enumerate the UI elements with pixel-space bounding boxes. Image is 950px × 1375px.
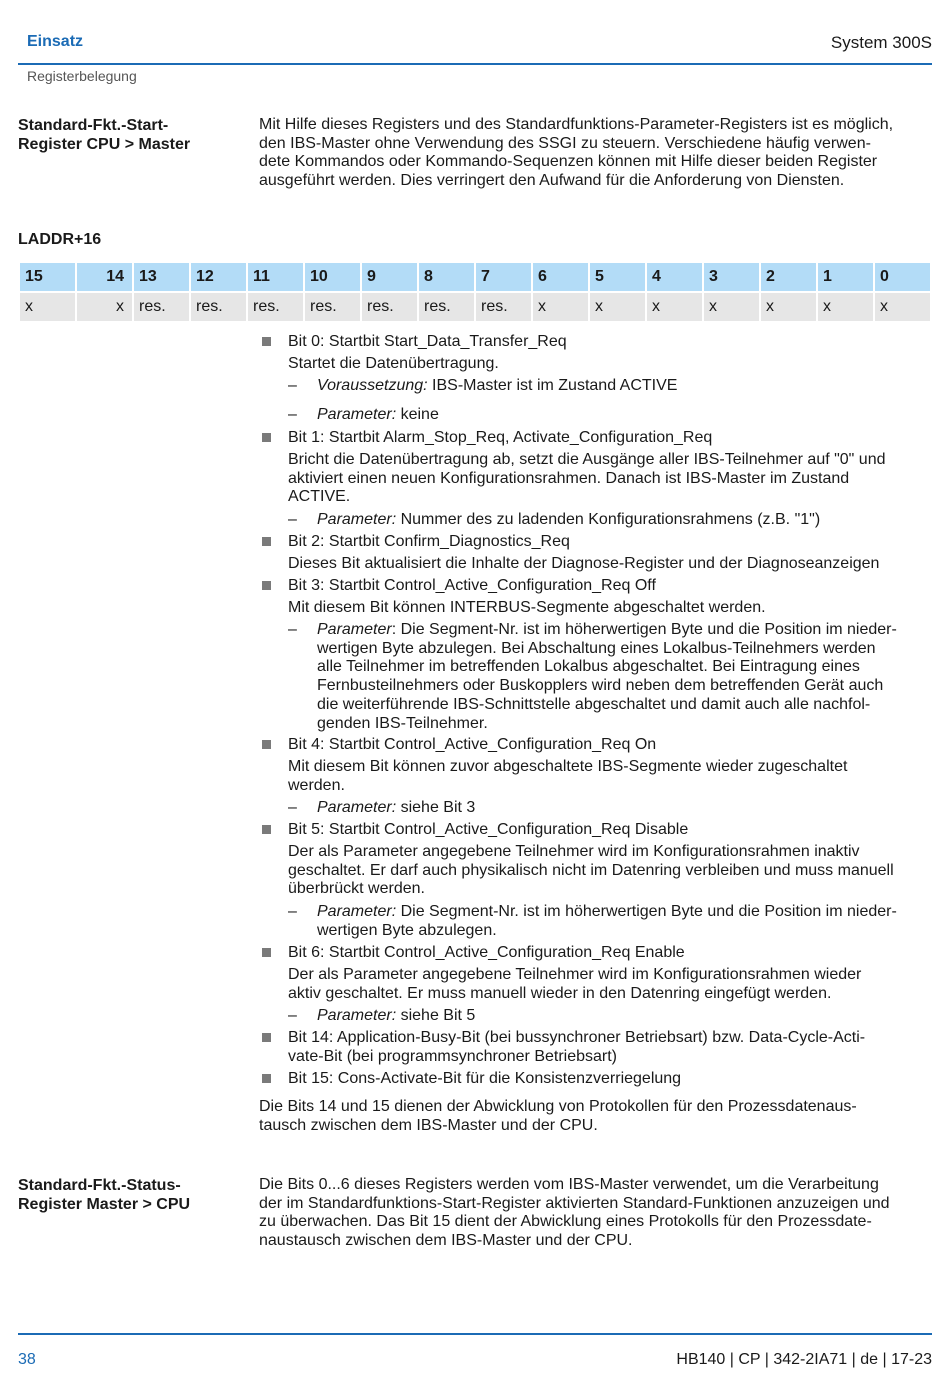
- dash-icon: –: [288, 377, 297, 394]
- page-number: 38: [18, 1351, 36, 1368]
- bit-number-cell: 6: [533, 263, 588, 291]
- section2-heading-line2: Register Master > CPU: [18, 1196, 191, 1213]
- description-line: werden.: [288, 776, 345, 794]
- bit-value-cell: res.: [191, 293, 246, 321]
- bit-description: [288, 451, 886, 507]
- description-line: Der als Parameter angegebene Teilnehmer wird im Konfigurationsrahmen inaktiv: [288, 843, 860, 860]
- sub-text: Die Segment-Nr. ist im höherwertigen Byte und die Position im nieder-: [396, 903, 897, 920]
- section2-heading: [18, 1176, 238, 1214]
- description-line: ACTIVE.: [288, 488, 351, 506]
- bit-title: Bit 5: Startbit Control_Active_Configuration_Req Disable: [288, 821, 689, 838]
- paragraph-line: der im Standardfunktions-Start-Register aktivierten Standard-Funktionen anzuzeigen und: [259, 1194, 890, 1212]
- bit-description: [288, 843, 894, 899]
- sub-text: siehe Bit 3: [396, 799, 476, 816]
- sub-text: : Die Segment-Nr. ist im höherwertigen Byte und die Position im nieder-: [391, 621, 897, 638]
- bit-number-cell: 11: [248, 263, 303, 291]
- bit-value-cell: x: [647, 293, 702, 321]
- bit-number-cell: 2: [761, 263, 816, 291]
- footer-divider: [18, 1333, 932, 1335]
- bit-description: [288, 355, 499, 374]
- dash-icon: –: [288, 621, 297, 638]
- bit-title: Bit 0: Startbit Start_Data_Transfer_Req: [288, 333, 567, 350]
- bit-sub-item: [317, 903, 897, 940]
- header-divider: [18, 63, 932, 65]
- sub-text-line: genden IBS-Teilnehmer.: [317, 714, 488, 732]
- description-line: geschaltet. Er darf auch physikalisch nicht im Datenring verbleiben und muss manuell: [288, 861, 894, 879]
- bit-sub-item: [317, 1007, 475, 1026]
- paragraph-line: zu überwachen. Das Bit 15 dient der Abwicklung eines Protokolls für den Prozessdate-: [259, 1213, 872, 1231]
- bullet-square-icon: [262, 740, 271, 749]
- paragraph-line: Die Bits 0...6 dieses Registers werden vom IBS-Master verwendet, um die Verarbeitung: [259, 1176, 879, 1193]
- bit-sub-item: [317, 799, 475, 818]
- closing-paragraph: [259, 1098, 933, 1135]
- sub-text: keine: [396, 406, 439, 423]
- sub-text-line: alle Teilnehmer im betreffenden Lokalbus abgeschaltet. Bei Eintragung eines: [317, 658, 860, 676]
- description-line: Mit diesem Bit können INTERBUS-Segmente abgeschaltet werden.: [288, 599, 766, 616]
- bit-number-cell: 12: [191, 263, 246, 291]
- sub-text-line: Fernbusteilnehmers oder Buskopplers wird neben dem betreffenden Gerät auch: [317, 677, 884, 695]
- bit-number-cell: 8: [419, 263, 474, 291]
- bullet-square-icon: [262, 581, 271, 590]
- bit-value-row: [20, 293, 930, 321]
- dash-icon: –: [288, 799, 297, 816]
- bullet-square-icon: [262, 433, 271, 442]
- bit-description: [288, 966, 861, 1003]
- sub-key: Parameter:: [317, 1007, 397, 1024]
- bit-value-cell: x: [761, 293, 816, 321]
- bit-value-cell: res.: [134, 293, 189, 321]
- bit-number-cell: 15: [20, 263, 75, 291]
- description-line: Der als Parameter angegebene Teilnehmer wird im Konfigurationsrahmen wieder: [288, 966, 862, 983]
- description-line: Startet die Datenübertragung.: [288, 355, 499, 372]
- description-line: Bricht die Datenübertragung ab, setzt die Ausgänge aller IBS-Teilnehmer auf "0" und: [288, 451, 886, 468]
- bit-value-cell: res.: [419, 293, 474, 321]
- bit-title: Bit 6: Startbit Control_Active_Configuration_Req Enable: [288, 944, 685, 961]
- bit-title: Bit 2: Startbit Confirm_Diagnostics_Req: [288, 533, 570, 550]
- section1-heading: [18, 116, 238, 154]
- sub-key: Parameter: [317, 621, 392, 638]
- description-line: Dieses Bit aktualisiert die Inhalte der Diagnose-Register und der Diagnoseanzeigen: [288, 555, 880, 572]
- bit-value-cell: x: [818, 293, 873, 321]
- bit-value-cell: res.: [362, 293, 417, 321]
- paragraph-line: Die Bits 14 und 15 dienen der Abwicklung von Protokollen für den Prozessdatenaus-: [259, 1098, 857, 1115]
- dash-icon: –: [288, 903, 297, 920]
- bit-title: Bit 15: Cons-Activate-Bit für die Konsistenzverriegelung: [288, 1070, 682, 1087]
- bullet-square-icon: [262, 825, 271, 834]
- bit-number-cell: 3: [704, 263, 759, 291]
- bit-sub-item: [317, 511, 820, 530]
- paragraph-line: den IBS-Master ohne Verwendung des SSGI zu steuern. Verschiedene häufig verwen-: [259, 134, 871, 152]
- bit-title: Bit 4: Startbit Control_Active_Configuration_Req On: [288, 736, 657, 753]
- bit-title: [288, 1029, 865, 1066]
- bit-value-cell: res.: [476, 293, 531, 321]
- bullet-square-icon: [262, 1033, 271, 1042]
- section-breadcrumb: Registerbelegung: [27, 68, 137, 84]
- bullet-square-icon: [262, 948, 271, 957]
- title-line: vate-Bit (bei programmsynchroner Betriebsart): [288, 1047, 618, 1065]
- bit-title: Bit 1: Startbit Alarm_Stop_Req, Activate_Configuration_Req: [288, 429, 713, 446]
- sub-text: Nummer des zu ladenden Konfigurationsrahmens (z.B. "1"): [396, 511, 821, 528]
- paragraph-line: dete Kommandos oder Kommando-Sequenzen können mit Hilfe dieser beiden Register: [259, 153, 878, 171]
- sub-key: Parameter:: [317, 406, 397, 423]
- section1-paragraph: [259, 116, 933, 191]
- bit-number-cell: 4: [647, 263, 702, 291]
- bit-number-cell: 9: [362, 263, 417, 291]
- description-line: überbrückt werden.: [288, 880, 425, 898]
- bit-value-cell: x: [20, 293, 75, 321]
- description-line: Mit diesem Bit können zuvor abgeschaltete IBS-Segmente wieder zugeschaltet: [288, 758, 848, 775]
- bit-value-cell: x: [590, 293, 645, 321]
- bit-number-cell: 7: [476, 263, 531, 291]
- bit-value-cell: x: [77, 293, 132, 321]
- sub-text: IBS-Master ist im Zustand ACTIVE: [427, 377, 678, 394]
- bullet-square-icon: [262, 537, 271, 546]
- document-reference: HB140 | CP | 342-2IA71 | de | 17-23: [676, 1351, 932, 1368]
- bit-description: [288, 599, 766, 618]
- sub-text-line: wertigen Byte abzulegen.: [317, 921, 497, 939]
- bit-value-cell: res.: [305, 293, 360, 321]
- bit-title: Bit 3: Startbit Control_Active_Configuration_Req Off: [288, 577, 656, 594]
- bit-number-cell: 5: [590, 263, 645, 291]
- dash-icon: –: [288, 511, 297, 528]
- product-title: System 300S: [830, 33, 932, 52]
- paragraph-line: naustausch zwischen dem IBS-Master und der CPU.: [259, 1232, 633, 1250]
- bit-description: [288, 758, 847, 795]
- sub-key: Parameter:: [317, 511, 397, 528]
- bit-sub-item: [317, 406, 439, 425]
- register-table: [18, 261, 932, 323]
- bit-description: [288, 555, 879, 574]
- bit-number-cell: 10: [305, 263, 360, 291]
- bit-value-cell: x: [704, 293, 759, 321]
- section2-heading-line1: Standard-Fkt.-Status-: [18, 1177, 181, 1194]
- bit-sub-item: [317, 621, 897, 733]
- bullet-square-icon: [262, 1074, 271, 1083]
- section2-paragraph: [259, 1176, 933, 1251]
- paragraph-line: ausgeführt werden. Dies verringert den Aufwand für die Anforderung von Diensten.: [259, 172, 845, 190]
- paragraph-line: Mit Hilfe dieses Registers und des Standardfunktions-Parameter-Registers ist es möglich,: [259, 116, 894, 133]
- bit-number-cell: 0: [875, 263, 930, 291]
- description-line: aktiviert einen neuen Konfigurationsrahmen. Danach ist IBS-Master im Zustand: [288, 469, 850, 487]
- section1-heading-line1: Standard-Fkt.-Start-: [18, 117, 169, 134]
- bit-value-cell: x: [533, 293, 588, 321]
- description-line: aktiv geschaltet. Er muss manuell wieder in den Datenring eingefügt werden.: [288, 984, 832, 1002]
- sub-key: Voraussetzung:: [317, 377, 428, 394]
- bit-number-cell: 14: [77, 263, 132, 291]
- chapter-title: Einsatz: [27, 33, 84, 50]
- sub-key: Parameter:: [317, 903, 397, 920]
- bullet-square-icon: [262, 337, 271, 346]
- title-line: Bit 14: Application-Busy-Bit (bei bussynchroner Betriebsart) bzw. Data-Cycle-Acti-: [288, 1029, 866, 1046]
- bit-value-cell: res.: [248, 293, 303, 321]
- bit-number-row: [20, 263, 930, 291]
- dash-icon: –: [288, 1007, 297, 1024]
- sub-text: siehe Bit 5: [396, 1007, 476, 1024]
- bit-sub-item: [317, 377, 677, 396]
- sub-text-line: wertigen Byte abzulegen. Bei Abschaltung eines Lokalbus-Teilnehmers werden: [317, 639, 876, 657]
- section1-heading-line2: Register CPU > Master: [18, 136, 191, 153]
- sub-text-line: die weiterführende IBS-Schnittstelle abgeschaltet und damit auch alle nachfol-: [317, 695, 871, 713]
- paragraph-line: tausch zwischen dem IBS-Master und der CPU.: [259, 1116, 598, 1134]
- bit-value-cell: x: [875, 293, 930, 321]
- dash-icon: –: [288, 406, 297, 423]
- bit-number-cell: 1: [818, 263, 873, 291]
- bit-number-cell: 13: [134, 263, 189, 291]
- sub-key: Parameter:: [317, 799, 397, 816]
- register-label: LADDR+16: [18, 231, 102, 248]
